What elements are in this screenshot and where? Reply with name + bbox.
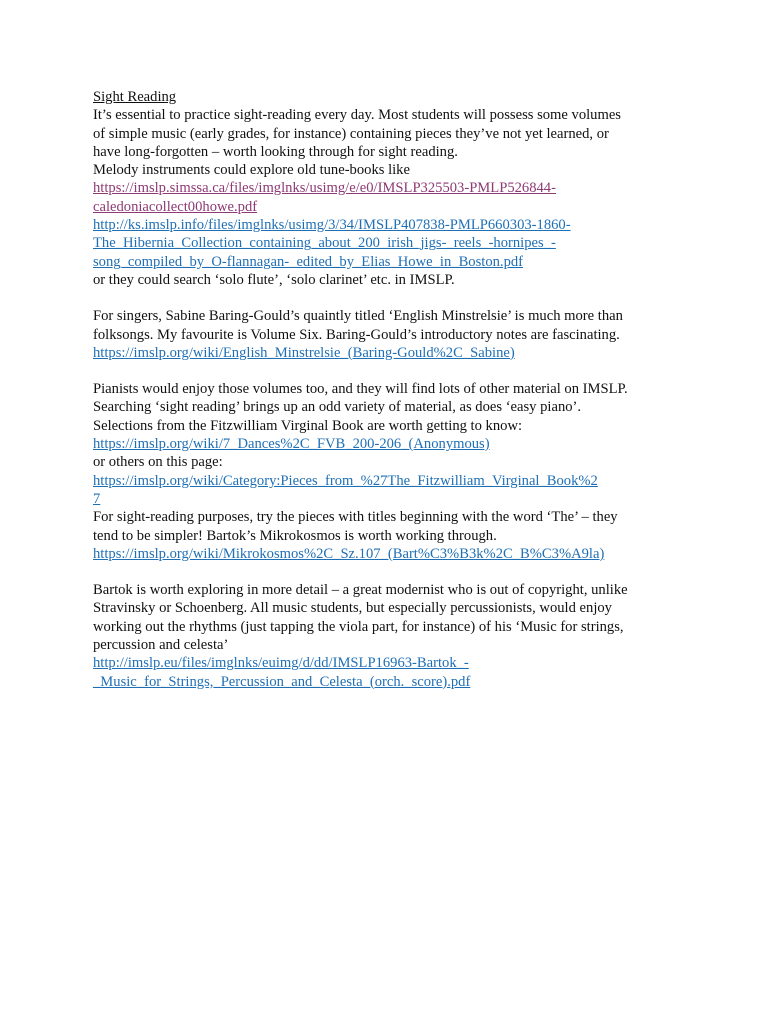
bartok-score-link[interactable]: _Music_for_Strings,_Percussion_and_Celesta_(orch._score).pdf [93, 673, 471, 690]
document-page [93, 88, 683, 691]
body-text-line: or others on this page: [93, 454, 223, 471]
body-text-line: or they could search ‘solo flute’, ‘solo clarinet’ etc. in IMSLP. [93, 271, 455, 288]
body-text-line: For sight-reading purposes, try the pieces with titles beginning with the word ‘The’ – they [93, 509, 618, 526]
section-heading: Sight Reading [93, 89, 177, 105]
hibernia-collection-link[interactable]: http://ks.imslp.info/files/imglnks/usimg/3/34/IMSLP407838-PMLP660303-1860- [93, 217, 571, 234]
body-text-line: Melody instruments could explore old tune-books like [93, 162, 410, 179]
caledonia-collection-link[interactable]: caledoniacollect00howe.pdf [93, 198, 258, 215]
fitzwilliam-category-link[interactable]: https://imslp.org/wiki/Category:Pieces_from_%27The_Fitzwilliam_Virginal_Book%2 [93, 472, 598, 489]
body-text-line: tend to be simpler! Bartok’s Mikrokosmos is worth working through. [93, 527, 497, 544]
body-text-line: Bartok is worth exploring in more detail – a great modernist who is out of copyright, unlike [93, 582, 628, 599]
body-text-line: For singers, Sabine Baring-Gould’s quaintly titled ‘English Minstrelsie’ is much more than [93, 308, 623, 325]
body-text-line: Stravinsky or Schoenberg. All music students, but especially percussionists, would enjoy [93, 600, 612, 617]
body-text-line: Selections from the Fitzwilliam Virginal Book are worth getting to know: [93, 417, 523, 434]
english-minstrelsie-link[interactable]: https://imslp.org/wiki/English_Minstrelsie_(Baring-Gould%2C_Sabine) [93, 344, 515, 361]
body-text-line: folksongs. My favourite is Volume Six. Baring-Gould’s introductory notes are fascinating. [93, 326, 620, 343]
caledonia-collection-link[interactable]: https://imslp.simssa.ca/files/imglnks/usimg/e/e0/IMSLP325503-PMLP526844- [93, 180, 556, 197]
body-text-line: Pianists would enjoy those volumes too, and they will find lots of other material on IMSLP. [93, 381, 628, 398]
body-text-line: working out the rhythms (just tapping the viola part, for instance) of his ‘Music for strings, [93, 618, 624, 635]
paragraph-gap [93, 289, 683, 307]
bartok-score-link[interactable]: http://imslp.eu/files/imglnks/euimg/d/dd/IMSLP16963-Bartok_- [93, 655, 469, 672]
hibernia-collection-link[interactable]: The_Hibernia_Collection_containing_about_200_irish_jigs-_reels_-hornipes_- [93, 235, 556, 252]
paragraph-gap [93, 362, 683, 380]
body-text-line: of simple music (early grades, for instance) containing pieces they’ve not yet learned, or [93, 125, 609, 142]
body-text-line: have long-forgotten – worth looking through for sight reading. [93, 143, 458, 160]
fitzwilliam-dances-link[interactable]: https://imslp.org/wiki/7_Dances%2C_FVB_200-206_(Anonymous) [93, 436, 490, 453]
mikrokosmos-link[interactable]: https://imslp.org/wiki/Mikrokosmos%2C_Sz.107_(Bart%C3%B3k%2C_B%C3%A9la) [93, 545, 605, 562]
hibernia-collection-link[interactable]: song_compiled_by_O-flannagan-_edited_by_Elias_Howe_in_Boston.pdf [93, 253, 524, 270]
paragraph-gap [93, 563, 683, 581]
body-text-line: It’s essential to practice sight-reading every day. Most students will possess some volumes [93, 107, 621, 124]
body-text-line: Searching ‘sight reading’ brings up an odd variety of material, as does ‘easy piano’. [93, 399, 582, 416]
body-text-line: percussion and celesta’ [93, 637, 229, 654]
fitzwilliam-category-link[interactable]: 7 [93, 490, 101, 507]
